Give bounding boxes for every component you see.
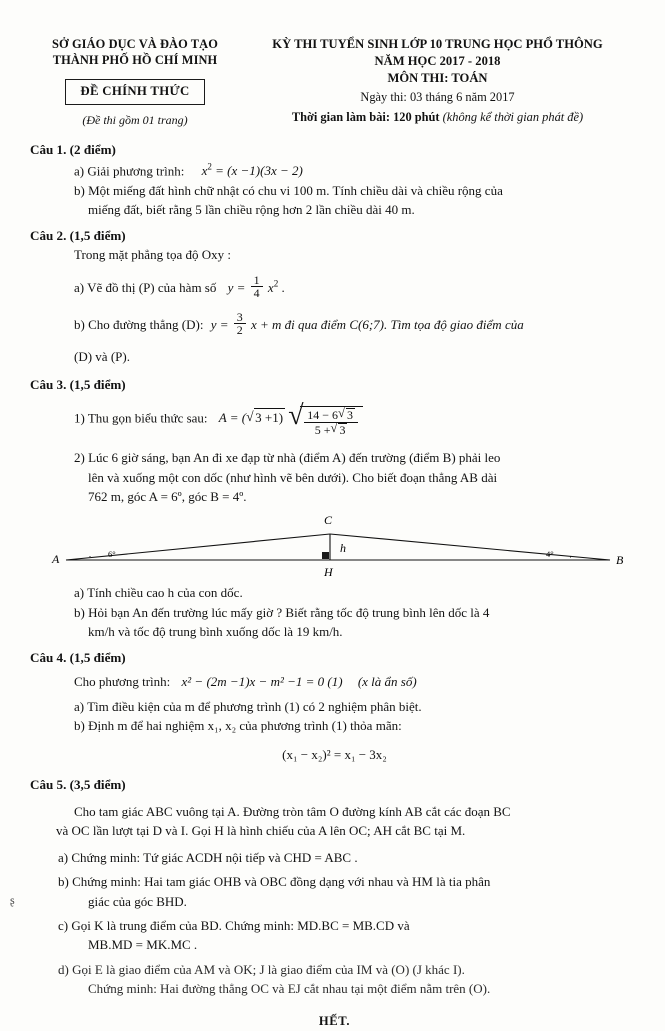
question-4a: a) Tìm điều kiện của m để phương trình (1) có 2 nghiệm phân biệt.	[30, 698, 639, 716]
question-2b-cont: (D) và (P).	[30, 348, 639, 366]
question-3-1-text: 1) Thu gọn biểu thức sau:	[74, 410, 208, 425]
question-2b	[30, 311, 639, 337]
exam-subject: MÔN THI: TOÁN	[240, 70, 635, 87]
slope-diagram-svg	[30, 512, 635, 584]
q3-num-text: 14 − 6	[307, 408, 338, 422]
question-3-2a: a) Tính chiều cao h của con dốc.	[30, 584, 639, 602]
question-5d-cont: Chứng minh: Hai đường thẳng OC và EJ cắt nhau tại một điểm nằm trên (O).	[30, 980, 639, 998]
question-4-title: Câu 4. (1,5 điểm)	[30, 649, 639, 668]
right-angle-mark	[322, 552, 329, 559]
question-3-title: Câu 3. (1,5 điểm)	[30, 376, 639, 395]
question-1a-lhs: x	[202, 163, 208, 178]
exam-duration-label: Thời gian làm bài: 120 phút	[292, 110, 440, 124]
exam-duration-note: (không kể thời gian phát đề)	[443, 110, 583, 124]
big-sqrt-icon	[288, 406, 363, 436]
question-3-1	[30, 406, 639, 436]
q3-den-rad: 3	[338, 423, 347, 437]
question-5-intro-2: và OC lần lượt tại D và I. Gọi H là hình chiếu của A lên OC; AH cắt BC tại M.	[30, 822, 639, 840]
question-4b-equation: (x₁ − x₂)² = x₁ − 3x₂	[30, 746, 639, 764]
question-3-1-fraction	[304, 408, 358, 436]
question-3-2-line3: 762 m, góc A = 6º, góc B = 4º.	[30, 488, 639, 506]
label-angle-A: 6°	[108, 549, 116, 559]
question-2a: a) Vẽ đồ thị (P) của hàm số y = $\frac{1}{4}$ $x^2$ .	[30, 274, 639, 300]
question-1a-rhs: = (x −1)(3x − 2)	[215, 163, 303, 178]
question-1a-label: a) Giải phương trình:	[74, 163, 184, 178]
question-4-equation: x² − (2m −1)x − m² −1 = 0 (1)	[182, 674, 343, 689]
question-3-1-numerator	[304, 408, 358, 422]
question-3-1-expr-a: A = (	[219, 410, 246, 425]
question-3-2: 2) Lúc 6 giờ sáng, bạn An đi xe đạp từ nhà (điểm A) đến trường (điểm B) phải leo	[30, 449, 639, 467]
question-3-2b-cont: km/h và tốc độ trung bình xuống dốc là 19 km/h.	[30, 623, 639, 641]
question-2a-denominator: 4	[251, 286, 263, 300]
question-2-title: Câu 2. (1,5 điểm)	[30, 227, 639, 246]
segment-CB	[330, 534, 610, 560]
question-2b-denominator: 2	[234, 323, 246, 337]
department-line-2: THÀNH PHỐ HỒ CHÍ MINH	[30, 52, 240, 68]
segment-AC	[66, 534, 330, 560]
question-3-1-denominator	[304, 422, 358, 437]
question-1b-text: b) Một miếng đất hình chữ nhật có chu vi 100 m. Tính chiều dài và chiều rộng của	[74, 183, 503, 198]
question-1b-cont: miếng đất, biết rằng 5 lần chiều rộng hơn 2 lần chiều dài 40 m.	[30, 201, 639, 219]
label-angle-B: 4°	[546, 549, 554, 559]
question-5c-cont: MB.MD = MK.MC .	[30, 936, 639, 954]
q3-num-rad: 3	[346, 408, 355, 422]
question-2-intro: Trong mặt phẳng tọa độ Oxy :	[30, 246, 639, 264]
exam-title-line-1: KỲ THI TUYỂN SINH LỚP 10 TRUNG HỌC PHỔ THÔNG	[240, 36, 635, 53]
question-1b	[30, 182, 639, 200]
question-2a-numerator: 1	[251, 274, 263, 287]
sqrt-den-icon	[330, 423, 347, 437]
question-2b-rest: x + m đi qua điểm C(6;7). Tìm tọa độ giao điểm của	[251, 317, 524, 332]
label-h: h	[340, 541, 346, 555]
question-2a-text: a) Vẽ đồ thị (P) của hàm số	[74, 280, 216, 295]
question-2a-var: x	[268, 280, 274, 295]
question-3-2b: b) Hỏi bạn An đến trường lúc mấy giờ ? Biết rằng tốc độ trung bình lên dốc là 4	[30, 604, 639, 622]
question-5-intro: Cho tam giác ABC vuông tại A. Đường tròn tâm O đường kính AB cắt các đoạn BC	[30, 803, 639, 821]
question-2a-func: y =	[228, 280, 246, 295]
page-count-note: (Đề thi gồm 01 trang)	[30, 113, 240, 129]
exam-duration	[240, 109, 635, 126]
slope-diagram	[30, 512, 639, 582]
question-5b-cont: giác của góc BHD.	[30, 893, 639, 911]
question-3-1-expr-b: 3 +1)	[254, 408, 285, 427]
official-exam-badge: ĐỀ CHÍNH THỨC	[65, 79, 204, 105]
sqrt-3-icon	[246, 408, 285, 427]
q3-den-text: 5 +	[315, 423, 331, 437]
question-2b-numerator: 3	[234, 311, 246, 324]
header-left-block	[30, 36, 240, 128]
page-header	[0, 0, 665, 128]
label-C: C	[324, 513, 333, 527]
scan-artifact-mark: ʂ	[10, 893, 15, 908]
question-3-2-line2: lên và xuống một con dốc (như hình vẽ bên dưới). Cho biết đoạn thẳng AB dài	[30, 469, 639, 487]
question-5d: d) Gọi E là giao điểm của AM và OK; J là giao điểm của IM và (O) (J khác I).	[30, 961, 639, 979]
question-4b: b) Định m để hai nghiệm x₁, x₂ của phương trình (1) thỏa mãn:	[30, 717, 639, 735]
sqrt-num-icon	[338, 408, 355, 422]
label-B: B	[616, 553, 624, 567]
question-5c: c) Gọi K là trung điểm của BD. Chứng minh: MD.BC = MB.CD và	[30, 917, 639, 935]
question-1-title: Câu 1. (2 điểm)	[30, 141, 639, 160]
end-marker: HẾT.	[30, 1013, 639, 1031]
question-2b-func: y =	[211, 317, 229, 332]
question-4-intro	[30, 673, 639, 691]
question-1a: a) Giải phương trình: $x^2 = (x -1)(3x - 2)$	[30, 161, 639, 181]
question-5-title: Câu 5. (3,5 điểm)	[30, 776, 639, 795]
exam-date: Ngày thi: 03 tháng 6 năm 2017	[240, 89, 635, 106]
question-3-1-radicand	[300, 406, 363, 436]
question-4-equation-note: (x là ẩn số)	[358, 674, 417, 689]
question-5a-text: a) Chứng minh: Tứ giác ACDH nội tiếp và CHD = ABC .	[58, 850, 358, 865]
question-5b: b) Chứng minh: Hai tam giác OHB và OBC đồng dạng với nhau và HM là tia phân	[30, 873, 639, 891]
question-5a	[30, 849, 639, 867]
label-A: A	[51, 552, 60, 566]
question-2b-fraction	[234, 311, 246, 337]
exam-title-line-2: NĂM HỌC 2017 - 2018	[240, 53, 635, 70]
exam-body	[0, 128, 665, 1030]
question-2a-fraction	[251, 274, 263, 300]
department-line-1: SỞ GIÁO DỤC VÀ ĐÀO TẠO	[30, 36, 240, 52]
question-2b-text: b) Cho đường thẳng (D):	[74, 317, 203, 332]
header-right-block	[240, 36, 635, 128]
question-4-intro-text: Cho phương trình:	[74, 674, 170, 689]
label-H: H	[323, 565, 334, 579]
